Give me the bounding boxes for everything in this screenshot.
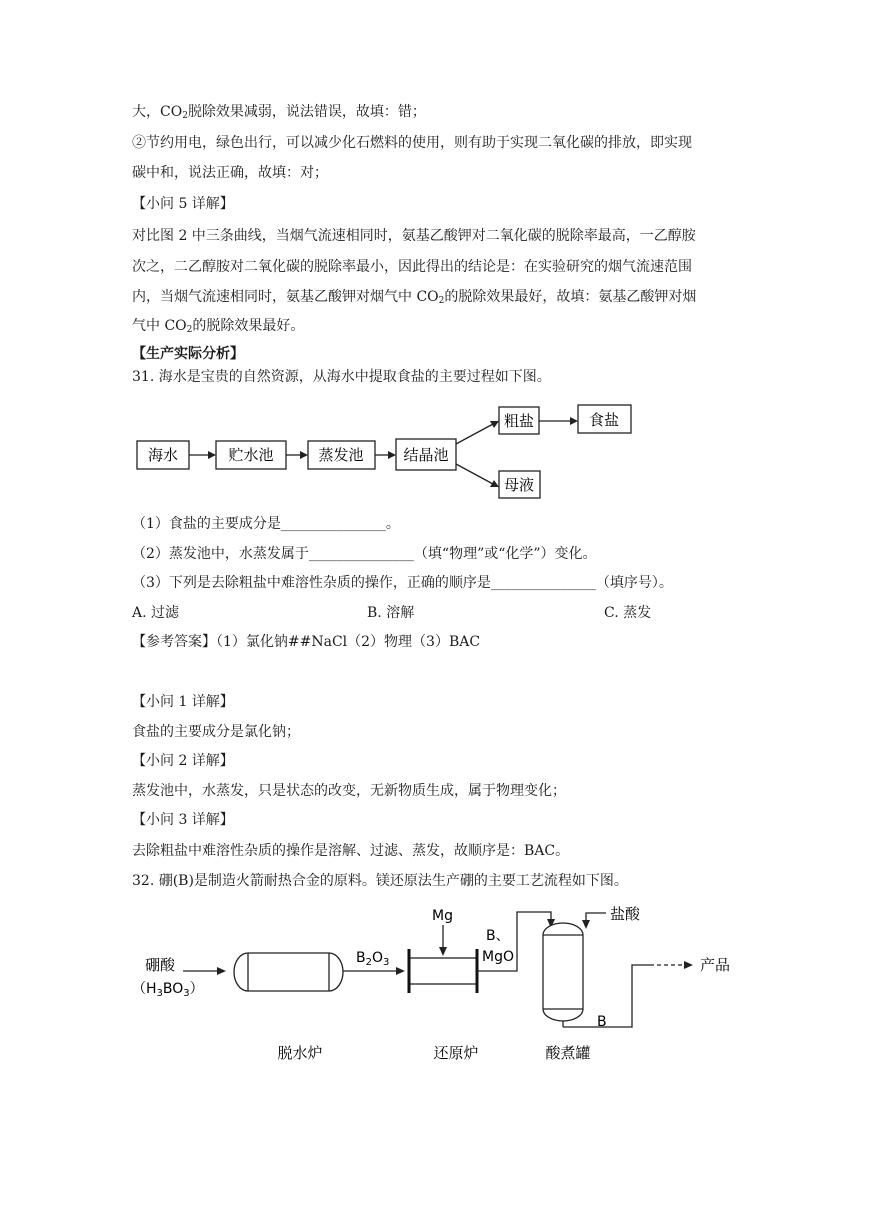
explanation-3: 去除粗盐中难溶性杂质的操作是溶解、过滤、蒸发，故顺序是：BAC。 xyxy=(132,843,570,859)
b-output-label: B xyxy=(597,1014,607,1030)
subquestion-3-heading: 【小问 3 详解】 xyxy=(132,812,234,828)
salt-process-diagram xyxy=(0,395,869,505)
acid-boiling-tank-label: 酸煮罐 xyxy=(545,1044,591,1062)
explanation-5-line-4: 气中 $CO_2$的脱除效果最好。 xyxy=(132,318,305,335)
b-mgo-label-2: MgO xyxy=(482,949,514,965)
boric-acid-formula: $(H_3BO_3)$ xyxy=(132,981,204,999)
explanation-1: 食盐的主要成分是氯化钠； xyxy=(132,724,300,740)
option-c: C. 蒸发 xyxy=(604,605,652,621)
storage-pool-label: 贮水池 xyxy=(228,446,274,464)
product-label: 产品 xyxy=(700,956,731,974)
explanation-5-line-2: 次之，二乙醇胺对二氧化碳的脱除率最小，因此得出的结论是：在实验研究的烟气流速范围 xyxy=(132,259,692,275)
b2o3-label: $B_2O_3$ xyxy=(356,950,390,968)
b-mgo-label-1: B、 xyxy=(486,928,510,944)
table-salt-label: 食盐 xyxy=(588,411,620,429)
answer-line-3: 碳中和，说法正确，故填：对； xyxy=(132,165,328,181)
mother-liquor-label: 母液 xyxy=(503,476,535,494)
mg-label: Mg xyxy=(432,908,453,924)
hydrochloric-acid-label: 盐酸 xyxy=(610,905,641,923)
evaporation-pool-label: 蒸发池 xyxy=(318,446,364,464)
arrow-to-crude-salt xyxy=(456,424,493,444)
question-31-part-2: （2）蒸发池中，水蒸发属于_______________（填“物理”或“化学”）变化。 xyxy=(132,546,597,562)
seawater-label: 海水 xyxy=(147,446,179,464)
question-32: 32. 硼(B)是制造火箭耐热合金的原料。镁还原法生产硼的主要工艺流程如下图。 xyxy=(132,873,628,889)
option-b: B. 溶解 xyxy=(367,605,415,621)
reduction-furnace xyxy=(409,958,477,984)
crude-salt-label: 粗盐 xyxy=(503,412,535,430)
section-heading: 【生产实际分析】 xyxy=(132,346,244,362)
arrow-to-mother-liquor xyxy=(456,464,493,484)
question-31-part-1: （1）食盐的主要成分是_______________。 xyxy=(132,516,400,532)
subquestion-2-heading: 【小问 2 详解】 xyxy=(132,753,234,769)
question-31: 31. 海水是宝贵的自然资源，从海水中提取食盐的主要过程如下图。 xyxy=(132,369,551,385)
explanation-5-line-1: 对比图 2 中三条曲线，当烟气流速相同时，氨基乙酸钾对二氧化碳的脱除率最高，一乙醇胺 xyxy=(132,228,696,244)
explanation-5-line-3: 内，当烟气流速相同时，氨基乙酸钾对烟气中 $CO_2$的脱除效果最好，故填：氨基乙酸钾对烟 xyxy=(132,289,697,306)
boric-acid-label: 硼酸 xyxy=(145,956,176,974)
answer-line-2: ②节约用电，绿色出行，可以减少化石燃料的使用，则有助于实现二氧化碳的排放，即实现 xyxy=(132,135,692,151)
subquestion-1-heading: 【小问 1 详解】 xyxy=(132,694,234,710)
reduction-furnace-label: 还原炉 xyxy=(433,1044,479,1062)
subquestion-5-heading: 【小问 5 详解】 xyxy=(132,196,234,212)
option-a: A. 过滤 xyxy=(132,605,180,621)
reference-answer: 【参考答案】（1）氯化钠##NaCl（2）物理（3）BAC xyxy=(132,634,481,650)
boron-process-diagram xyxy=(0,895,869,1075)
question-31-part-3: （3）下列是去除粗盐中难溶性杂质的操作，正确的顺序是_______________（填序号）。 xyxy=(132,575,673,591)
explanation-2: 蒸发池中，水蒸发，只是状态的改变，无新物质生成，属于物理变化； xyxy=(132,783,566,799)
dehydration-furnace xyxy=(234,953,343,991)
answer-line-1: 大，$CO_2$脱除效果减弱，说法错误，故填：错； xyxy=(132,104,426,121)
dehydration-furnace-label: 脱水炉 xyxy=(277,1044,323,1062)
acid-boiling-tank xyxy=(543,923,583,1021)
crystallization-pool-label: 结晶池 xyxy=(403,446,449,464)
